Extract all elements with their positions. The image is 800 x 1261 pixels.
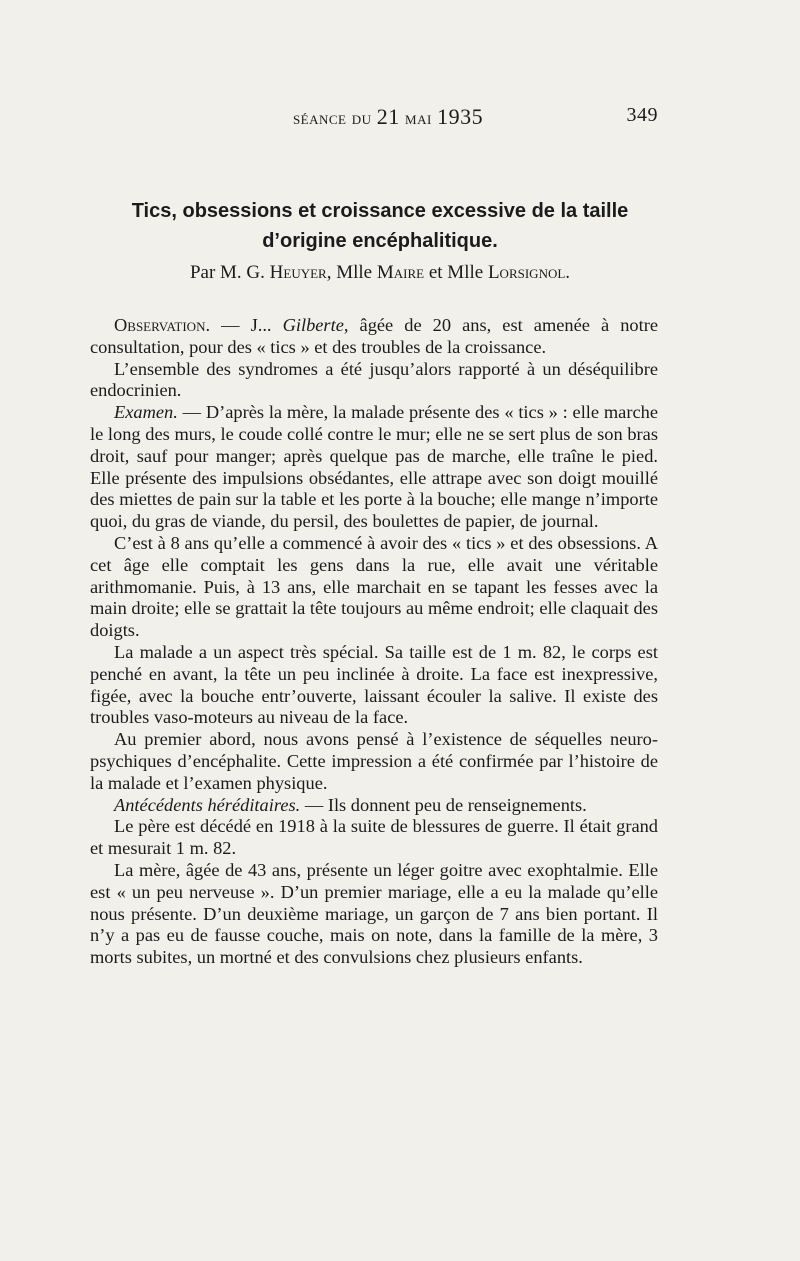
running-header xyxy=(118,104,658,134)
author-lorsignol: Lorsignol xyxy=(487,262,566,283)
running-head-day: 21 xyxy=(376,104,400,129)
running-head-prefix: séance du xyxy=(292,108,372,129)
article-title xyxy=(100,196,660,256)
examen-text: — D’après la mère, la malade présente des « tics » : elle marche le long des murs, le coude collé contre le mur; elle ne se sert plus de son bras droit, sauf pour manger; après quelque pas de marche, elle traîne le pied. Elle présente des impulsions obsédantes, elle attrape avec son doigt mouillé des miettes de pain sur la table et les porte à la bouche; elle mange n’importe quoi, du gras de viande, du persil, des boulettes de papier, de journal. xyxy=(90,402,658,532)
running-head-year: 1935 xyxy=(437,104,484,129)
observation-dash: — J... xyxy=(210,315,283,335)
paragraph-aspect: La malade a un aspect très spécial. Sa taille est de 1 m. 82, le corps est penché en avant, la tête un peu inclinée à droite. La face est inexpressive, figée, avec la bouche entr’ouverte, laissant écouler la salive. Il existe des troubles vaso-moteurs au niveau de la face. xyxy=(90,641,658,728)
paragraph-examen xyxy=(90,402,658,533)
running-head xyxy=(118,104,658,130)
paragraph-ensemble: L’ensemble des syndromes a été jusqu’alors rapporté à un déséquilibre endocrinien. xyxy=(90,358,658,401)
article-body xyxy=(90,315,658,969)
authors-line xyxy=(100,262,660,284)
antecedents-text: — Ils donnent peu de renseignements. xyxy=(300,794,587,815)
authors-prefix: Par M. G. xyxy=(189,262,265,283)
paragraph-observation xyxy=(90,315,658,359)
author-maire: Maire xyxy=(376,262,425,283)
observation-label: Observation. xyxy=(114,315,211,335)
patient-name: Gilberte xyxy=(282,315,344,335)
title-line-1: Tics, obsessions et croissance excessive de la taille xyxy=(131,200,629,222)
antecedents-label: Antécédents héréditaires. xyxy=(114,794,301,815)
page-number: 349 xyxy=(626,104,658,126)
authors-end: . xyxy=(565,262,571,283)
paragraph-mere: La mère, âgée de 43 ans, présente un léger goitre avec exophtalmie. Elle est « un peu nerveuse ». D’un premier mariage, elle a eu la malade qu’elle nous présente. D’un deuxième mariage, un garçon de 7 ans bien portant. Il n’y a pas eu de fausse couche, mais on note, dans la famille de la mère, 3 morts subites, un mortné et des convulsions chez plusieurs enfants. xyxy=(90,859,658,968)
observation-text: , âgée de 20 ans, est amenée à notre consultation, pour des « tics » et des troubles de la croissance. xyxy=(90,315,658,357)
paragraph-pere: Le père est décédé en 1918 à la suite de blessures de guerre. Il était grand et mesurait 1 m. 82. xyxy=(90,816,658,859)
paragraph-history: C’est à 8 ans qu’elle a commencé à avoir des « tics » et des obsessions. A cet âge elle comptait les gens dans la rue, elle avait une véritable arithmomanie. Puis, à 13 ans, elle marchait en se tapant les fesses avec la main droite; elle se grattait la tête toujours au même endroit; elle claquait des doigts. xyxy=(90,532,658,641)
paragraph-abord: Au premier abord, nous avons pensé à l’existence de séquelles neuro-psychiques d’encéphalite. Cette impression a été confirmée par l’histoire de la malade et l’examen physique. xyxy=(90,729,658,793)
running-head-month: mai xyxy=(405,108,432,129)
title-line-2: d’origine encéphalitique. xyxy=(262,230,498,252)
examen-label: Examen. xyxy=(114,402,178,423)
authors-mid: , Mlle xyxy=(326,262,373,283)
authors-and: et Mlle xyxy=(428,262,484,283)
paragraph-antecedents xyxy=(90,795,658,817)
author-heuyer: Heuyer xyxy=(269,262,327,283)
